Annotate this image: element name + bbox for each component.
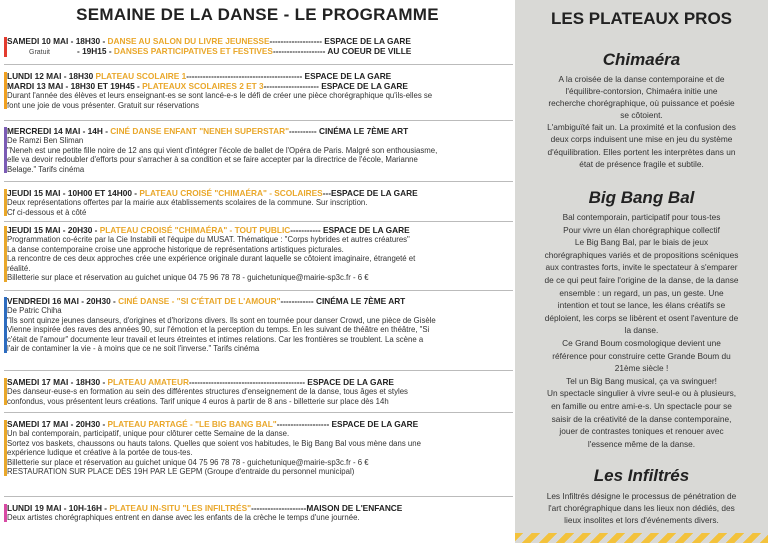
event-block: VENDREDI 16 MAI - 20H30 - CINÉ DANSE - "SI C'ÉTAIT DE L'AMOUR"------------ CINÉMA LE 7ÈME ART De Patric Chiha "Ils sont quinze jeunes danseurs, d'origines et d'horizons divers. Ils sont en tournée pour danser Crowd, une pièce de Gisèle Vienne inspirée des raves des années 90, sur l'émotion et la perception du temps. En les suivant de théâtre en théâtre, "Si c'était de l'amour" documente leur travail et leurs étreintes et intimes relations. Car les frontières se troublent. La scène a l'air de contaminer la vie - à moins que ce ne soit l'inverse." Tarifs cinéma [4,296,513,354]
event-color-bar [4,72,7,109]
event-block: JEUDI 15 MAI - 10H00 ET 14H00 - PLATEAU CROISÉ "CHIMAÉRA" - SCOLAIRES---ESPACE DE LA GARE Deux représentations offertes par la mairie aux établissements scolaires de la commune. Sur inscription. Cf ci-dessous et à côté [4,188,513,217]
event-block: SAMEDI 17 MAI - 20H30 - PLATEAU PARTAGÉ - "LE BIG BANG BAL"------------------- ESPACE DE LA GARE Un bal contemporain, participatif, unique pour clôturer cette Semaine de la danse. Sortez vos baskets, chaussons ou hauts talons. Quelles que soient vos habitudes, le Big Bang Bal vous mène dans une expérience ludique et créative à la portée de tous-tes. Billetterie sur place et réservation au guichet unique 04 75 96 78 78 - guichetunique@mairie-sp3c.fr - 6 € RESTAURATION SUR PLACE DÈS 19H PAR LE GEPM (Groupe d'entraide du personnel municipal) [4,419,513,477]
event-color-bar [4,127,7,173]
event-line: Gratuit - 19H15 - DANSES PARTICIPATIVES ET FESTIVES------------------- AU COEUR DE VILLE [29,46,412,56]
event-color-bar [4,37,7,57]
event-block: SAMEDI 17 MAI - 18H30 - PLATEAU AMATEUR------------------------------------------ ESPACE DE LA GARE Des danseur-euse-s en formation au sein des différentes structures d'enseignement de la danse, tous âges et styles confondus, vous présentent leurs créations. Tarif unique 4 euros à partir de 8 ans - billetterie sur place dès 14h [4,377,513,406]
section-heading-les-infiltres: Les Infiltrés [593,466,690,485]
plateaux-pros-title: LES PLATEAUX PROS [550,9,733,28]
divider [4,221,513,222]
event-color-bar [4,504,7,522]
event-color-bar [4,420,7,476]
event-block: LUNDI 19 MAI - 10H-16H - PLATEAU IN-SITU "LES INFILTRÉS"--------------------MAISON DE L'ENFANCE Deux artistes chorégraphiques entrent en danse avec les enfants de la crèche le temps d'une journée. [4,503,513,523]
event-line: SAMEDI 10 MAI - 18H30 - DANSE AU SALON DU LIVRE JEUNESSE------------------- ESPACE DE LA GARE [7,36,411,46]
divider [4,496,513,497]
divider [4,120,513,121]
divider [4,290,513,291]
event-block: LUNDI 12 MAI - 18H30 PLATEAU SCOLAIRE 1------------------------------------------ ESPACE DE LA GARE MARDI 13 MAI - 18H30 ET 19H45 - PLATEAUX SCOLAIRES 2 ET 3-------------------- ESPACE DE LA GARE Durant l'année des élèves et leurs enseignant-es se sont lancé-e-s le défi de créer une pièce chorégraphique qu'ils-elles se font une joie de vous présenter. Gratuit sur réservations [4,71,513,110]
event-block [4,36,513,58]
section-heading-chimaera: Chimaéra [602,50,681,69]
event-block: JEUDI 15 MAI - 20H30 - PLATEAU CROISÉ "CHIMAÉRA" - TOUT PUBLIC----------- ESPACE DE LA GARE Programmation co-écrite par la Cie Instabili et l'équipe du MUSAT. Thématique : "Corps hybrides et autres créatures" La danse contemporaine croise une approche historique de représentations artistiques picturales. La rencontre de ces deux approches crée une expérience originale durant laquelle se côtoient imaginaire, étrangeté et réalité. Billetterie sur place et réservation au guichet unique 04 75 96 78 78 - guichetunique@mairie-sp3c.fr - 6 € [4,225,513,283]
divider [4,370,513,371]
divider [4,64,513,65]
event-block: MERCREDI 14 MAI - 14H - CINÉ DANSE ENFANT "NENEH SUPERSTAR"---------- CINÉMA LE 7ÈME ART De Ramzi Ben Sliman "Neneh est une petite fille noire de 12 ans qui vient d'intégrer l'école de ballet de l'Opéra de Paris. Malgré son enthousiasme, elle va devoir redoubler d'efforts pour s'arracher à sa condition et se faire accepter par la directrice de l'école, Marianne Belage." Tarifs cinéma [4,126,513,174]
divider [4,412,513,413]
section-text-big-bang-bal: Bal contemporain, participatif pour tous-tes Pour vivre un élan chorégraphique collectif Le Big Bang Bal, par le biais de jeux chorégraphiques variés et de propositions scéniques aux contrastes forts, invite le spectateur à s'emparer de ce qui peut faire l'origine de la danse, de la danse ensemble : un regard, un pas, un geste. Une intention et tout se lance, les élans créatifs se déploient, les corps se libèrent et osent l'aventure de la danse. Ce Grand Boum cosmologique devient une référence pour construire cette Grande Boum du 21ème siècle ! Tel un Big Bang musical, ça va swinguer! Un spectacle singulier à vivre seul-e ou à plusieurs, en famille ou entre ami-e-s. Un spectacle pour se saisir de la créativité de la danse contemporaine, jouer de contrastes toniques et renouer avec l'essence même de la danse. [544,212,739,449]
divider [4,181,513,182]
section-heading-big-bang-bal: Big Bang Bal [588,188,695,207]
section-text-les-infiltres: Les Infiltrés désigne le processus de pénétration de l'art chorégraphique dans les lieux non dédiés, des lieux insolites et lors d'événements divers. [546,491,737,526]
section-text-chimaera: A la croisée de la danse contemporaine et de l'équilibre-contorsion, Chimaéra initie une recherche chorégraphique, où puissance et poésie se côtoient. L'ambiguïté fait un. La proximité et la confusion des deux corps induisent une mise en jeu du système d'équilibration. Elles portent les interprètes dans un état de présence fragile et subtile. [547,74,736,169]
plateaux-pros-panel [515,0,768,543]
event-color-bar [4,189,7,216]
event-description: Durant l'année des élèves et leurs enseignant-es se sont lancé-e-s le défi de créer une pièce chorégraphique qu'ils-elles se [7,91,433,100]
decorative-stripe [515,533,768,543]
program-title: SEMAINE DE LA DANSE - LE PROGRAMME [76,5,439,24]
event-color-bar [4,226,7,282]
event-color-bar [4,378,7,405]
event-color-bar [4,297,7,353]
